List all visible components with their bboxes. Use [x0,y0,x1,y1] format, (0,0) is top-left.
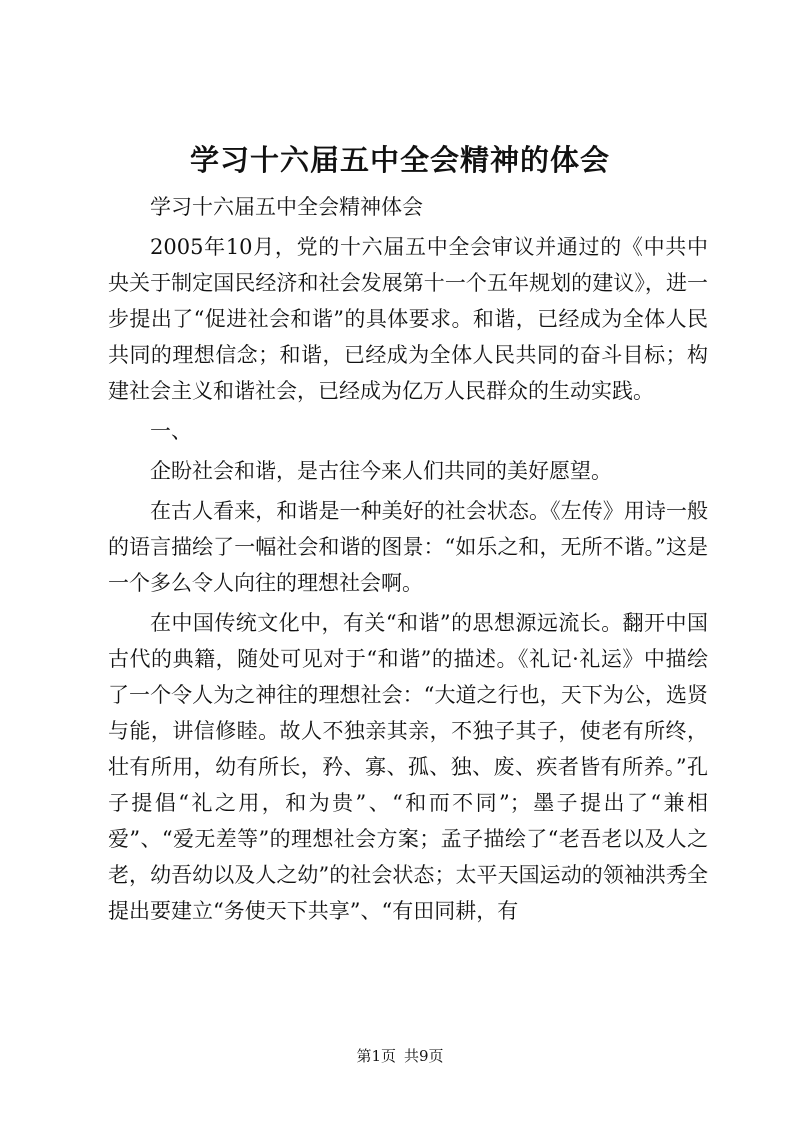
document-body [108,189,708,929]
page-number: 第1页 [356,1047,396,1065]
subtitle-paragraph: 学习十六届五中全会精神体会 [150,195,423,219]
section-heading: 一、 [150,419,192,443]
document-title: 学习十六届五中全会精神的体会 [189,143,610,177]
body-paragraph: 在古人看来，和谐是一种美好的社会状态。《左传》用诗一般的语言描绘了一幅社会和谐的图景：“如乐之和，无所不谐。”这是一个多么令人向往的理想社会啊。 [108,499,708,595]
page-total: 共9页 [404,1047,444,1065]
body-paragraph: 企盼社会和谐，是古往今来人们共同的美好愿望。 [150,459,612,483]
body-paragraph: 在中国传统文化中，有关“和谐”的思想源远流长。翻开中国古代的典籍，随处可见对于“和谐”的描述。《礼记·礼运》中描绘了一个令人为之神往的理想社会：“大道之行也，天下为公，选贤与能，讲信修睦。故人不独亲其亲，不独子其子，使老有所终，壮有所用，幼有所长，矜、寡、孤、独、废、疾者皆有所养。”孔子提倡“礼之用，和为贵”、“和而不同”；墨子提出了“兼相爱”、“爱无差等”的理想社会方案；孟子描绘了“老吾老以及人之老，幼吾幼以及人之幼”的社会状态；太平天国运动的领袖洪秀全提出要建立“务使天下共享”、“有田同耕，有 [108,611,708,923]
page-footer [0,1046,800,1066]
intro-paragraph: 2005年10月，党的十六届五中全会审议并通过的《中共中央关于制定国民经济和社会发展第十一个五年规划的建议》，进一步提出了“促进社会和谐”的具体要求。和谐，已经成为全体人民共同的理想信念；和谐，已经成为全体人民共同的奋斗目标；构建社会主义和谐社会，已经成为亿万人民群众的生动实践。 [108,235,708,403]
